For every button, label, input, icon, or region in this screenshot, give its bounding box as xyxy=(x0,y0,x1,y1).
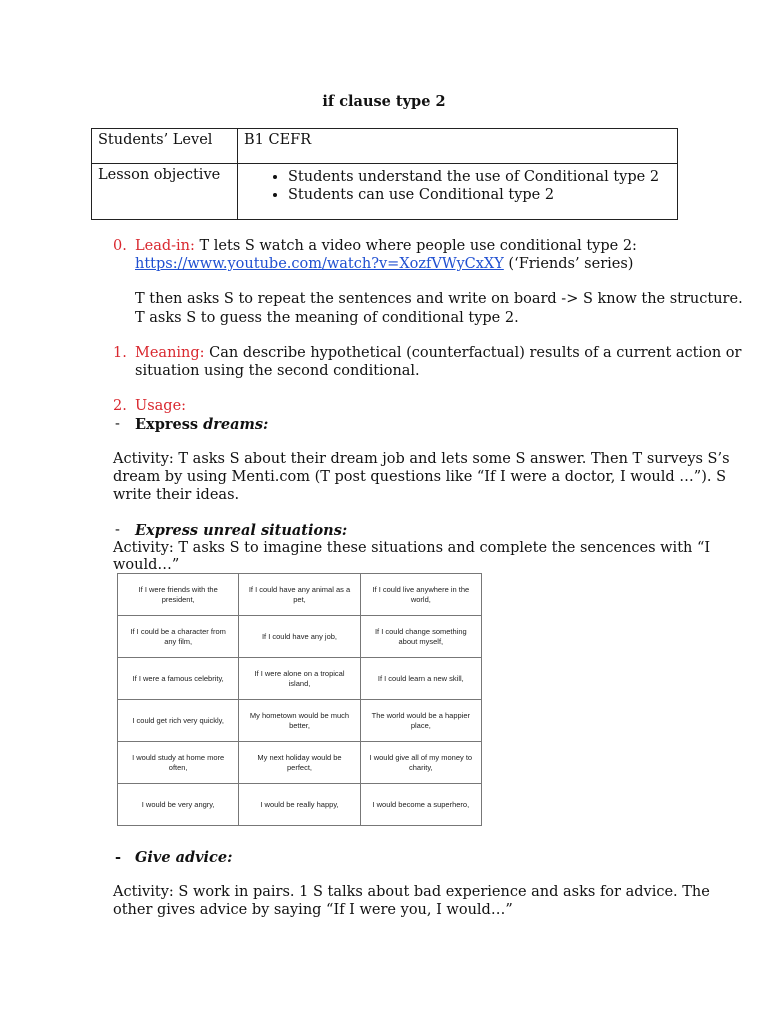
bullet-dash: - xyxy=(115,416,120,432)
advice-activity-line: Activity: S work in pairs. 1 S talks about bad experience and asks for advice. The xyxy=(113,884,710,900)
grid-cell: The world would be a happier place, xyxy=(360,700,481,742)
table-row xyxy=(118,784,482,826)
usage-heading: Usage: xyxy=(135,398,187,414)
usage-number: 2. xyxy=(113,398,127,414)
advice-activity-line: other gives advice by saying “If I were you, I would…” xyxy=(113,902,513,918)
video-link-line xyxy=(135,256,633,274)
video-link[interactable]: https://www.youtube.com/watch?v=XozfVWyCxXY xyxy=(135,256,504,272)
grid-cell: I would be really happy, xyxy=(239,784,360,826)
objective-item: • Students understand the use of Conditional type 2 xyxy=(288,168,671,186)
dreams-activity-line: dream by using Menti.com (T post questions like “If I were a doctor, I would …”). S xyxy=(113,469,727,485)
table-row xyxy=(118,700,482,742)
dreams-activity-line: Activity: T asks S about their dream job and lets some S answer. Then T surveys S’s xyxy=(113,451,730,467)
dreams-prefix: Express xyxy=(135,416,204,433)
grid-cell: If I were a famous celebrity, xyxy=(118,658,239,700)
lead-in-paragraph-line: T then asks S to repeat the sentences and write on board -> S know the structure. xyxy=(135,291,743,307)
unreal-activity-line: would…” xyxy=(113,557,180,573)
level-value: B1 CEFR xyxy=(238,129,678,164)
advice-heading: Give advice: xyxy=(135,849,233,866)
situations-grid xyxy=(117,573,482,826)
bullet-dash: - xyxy=(115,849,122,866)
table-row xyxy=(118,742,482,784)
lead-in-paragraph-line: T asks S to guess the meaning of conditional type 2. xyxy=(135,310,519,326)
table-row xyxy=(118,574,482,616)
grid-cell: I would give all of my money to charity, xyxy=(360,742,481,784)
grid-cell: If I could live anywhere in the world, xyxy=(360,574,481,616)
objective-cell xyxy=(238,164,678,220)
grid-cell: If I could change something about myself, xyxy=(360,616,481,658)
grid-cell: My next holiday would be perfect, xyxy=(239,742,360,784)
table-row xyxy=(92,129,678,164)
grid-cell: I would become a superhero, xyxy=(360,784,481,826)
lead-in-number: 0. xyxy=(113,238,127,254)
grid-cell: My hometown would be much better, xyxy=(239,700,360,742)
grid-cell: If I were alone on a tropical island, xyxy=(239,658,360,700)
unreal-heading: Express unreal situations: xyxy=(135,522,348,539)
lesson-info-table xyxy=(91,128,678,220)
grid-cell: If I were friends with the president, xyxy=(118,574,239,616)
table-row xyxy=(92,164,678,220)
dreams-word: dreams: xyxy=(203,416,269,433)
table-row xyxy=(118,616,482,658)
lead-in-text: T lets S watch a video where people use conditional type 2: xyxy=(194,238,637,254)
objective-list xyxy=(244,168,671,204)
meaning-heading: Meaning: xyxy=(135,345,205,361)
level-label: Students’ Level xyxy=(92,129,238,164)
objective-label: Lesson objective xyxy=(92,164,238,220)
lead-in-heading: Lead-in: xyxy=(135,238,195,254)
meaning-text: Can describe hypothetical (counterfactual) results of a current action or xyxy=(204,345,742,361)
video-link-suffix: (‘Friends’ series) xyxy=(503,256,634,272)
page-title: if clause type 2 xyxy=(322,93,446,110)
grid-cell: If I could have any job, xyxy=(239,616,360,658)
grid-cell: If I could have any animal as a pet, xyxy=(239,574,360,616)
grid-cell: If I could learn a new skill, xyxy=(360,658,481,700)
dreams-heading xyxy=(135,416,268,434)
grid-cell: I would study at home more often, xyxy=(118,742,239,784)
grid-cell: I would be very angry, xyxy=(118,784,239,826)
grid-cell: I could get rich very quickly, xyxy=(118,700,239,742)
table-row xyxy=(118,658,482,700)
meaning-line xyxy=(135,345,741,363)
meaning-number: 1. xyxy=(113,345,127,361)
bullet-dash: - xyxy=(115,522,120,538)
unreal-activity-line: Activity: T asks S to imagine these situations and complete the sencences with “I xyxy=(113,540,711,556)
dreams-activity-line: write their ideas. xyxy=(113,487,240,503)
grid-cell: If I could be a character from any film, xyxy=(118,616,239,658)
lead-in-line xyxy=(135,238,637,256)
objective-item: • Students can use Conditional type 2 xyxy=(288,186,671,204)
meaning-line: situation using the second conditional. xyxy=(135,363,420,379)
